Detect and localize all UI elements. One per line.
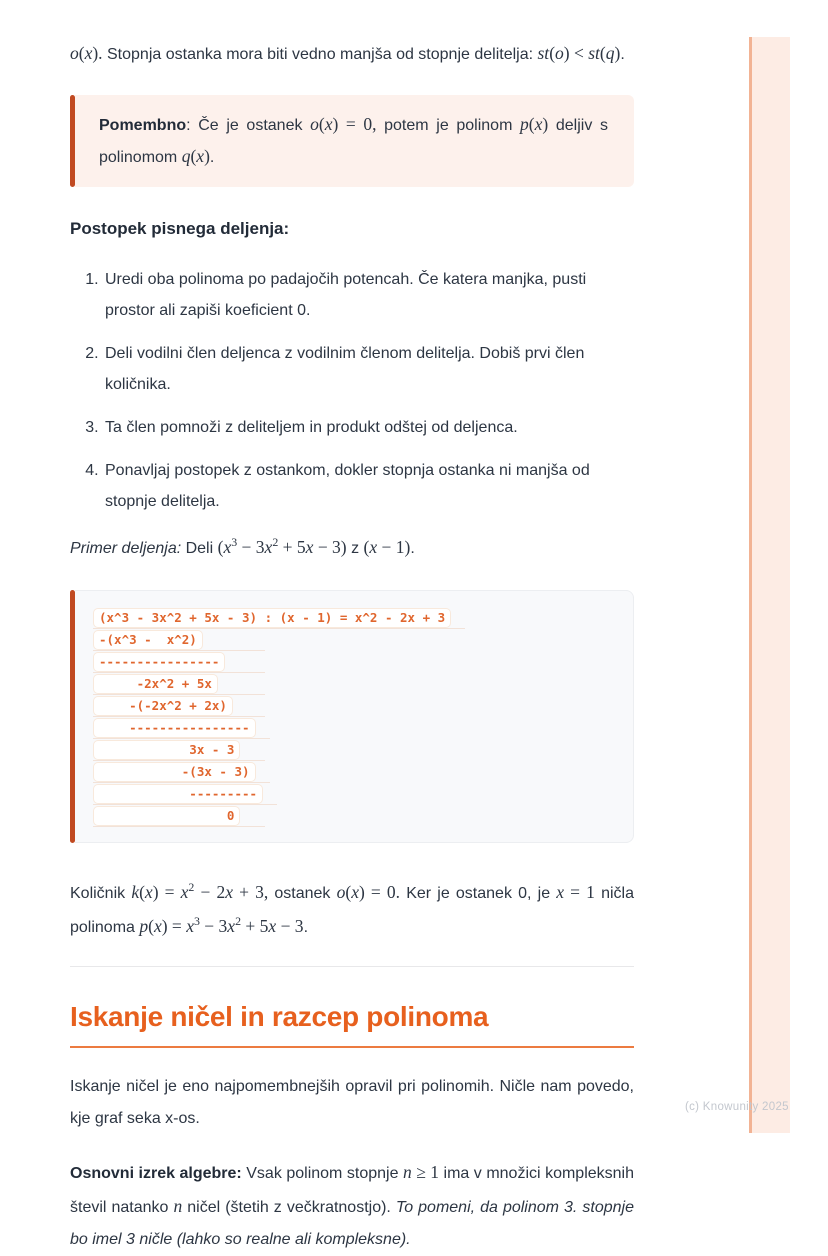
code-line: (x^3 - 3x^2 + 5x - 3) : (x - 1) = x^2 - 2x + 3: [93, 608, 465, 629]
code-line: ----------------: [93, 718, 270, 739]
example-paragraph: Primer deljenja: Deli $(x^3 - 3x^2 + 5x - 3)$ z (x − 1).: [70, 535, 415, 557]
code-line: -(x^3 - x^2): [93, 630, 265, 651]
section-title: Iskanje ničel in razcep polinoma: [70, 1001, 634, 1048]
theorem-paragraph: Osnovni izrek algebre: Vsak polinom stopnje n ≥ 1 ima v množici kompleksnih števil natanko n ničel (štetih z večkratnostjo). To pomeni, da polinom 3. stopnje bo imel 3 ničle (lahko so realne ali kompleksne).: [70, 1162, 634, 1248]
list-item: 2. Deli vodilni člen deljenca z vodilnim členom delitelja. Dobiš prvi člen količnika.: [103, 338, 634, 400]
code-line: 0: [93, 806, 265, 827]
code-line: -(-2x^2 + 2x): [93, 696, 265, 717]
code-line: ----------------: [93, 652, 265, 673]
code-line: 3x - 3: [93, 740, 265, 761]
page-edge-stripe: [749, 37, 790, 1133]
intro-paragraph: o(x). Stopnja ostanka mora biti vedno manjša od stopnje delitelja: st(o) < st(q).: [70, 43, 625, 63]
result-paragraph: Količnik $k(x) = x^2 - 2x + 3$, ostanek o(x) = 0. Ker je ostanek 0, je x = 1 ničla polinoma $p(x) = x^3 - 3x^2 + 5x - 3$.: [70, 880, 634, 936]
document-content: [70, 0, 634, 1256]
list-item: 1. Uredi oba polinoma po padajočih potencah. Če katera manjka, pusti prostor ali zapiši koeficient 0.: [103, 264, 634, 326]
list-item: 3. Ta člen pomnoži z deliteljem in produkt odštej od deljenca.: [103, 412, 634, 443]
list-item: 4. Ponavljaj postopek z ostankom, dokler stopnja ostanka ni manjša od stopnje delitelja.: [103, 455, 634, 517]
section-divider: [70, 966, 634, 967]
important-callout: [70, 95, 634, 187]
code-line: -(3x - 3): [93, 762, 270, 783]
code-line: ---------: [93, 784, 277, 805]
section-paragraph: Iskanje ničel je eno najpomembnejših opravil pri polinomih. Ničle nam povedo, kje graf seka x-os.: [70, 1078, 634, 1127]
footer-credit: (c) Knowunity 2025: [685, 1101, 789, 1113]
code-box: [75, 590, 634, 843]
steps-list: [70, 264, 634, 517]
code-line: -2x^2 + 5x: [93, 674, 265, 695]
steps-heading: Postopek pisnega deljenja:: [70, 219, 290, 238]
division-code-block: [70, 590, 634, 843]
callout-text: Pomembno: Če je ostanek o(x) = 0, potem je polinom p(x) deljiv s polinomom q(x).: [75, 95, 634, 187]
